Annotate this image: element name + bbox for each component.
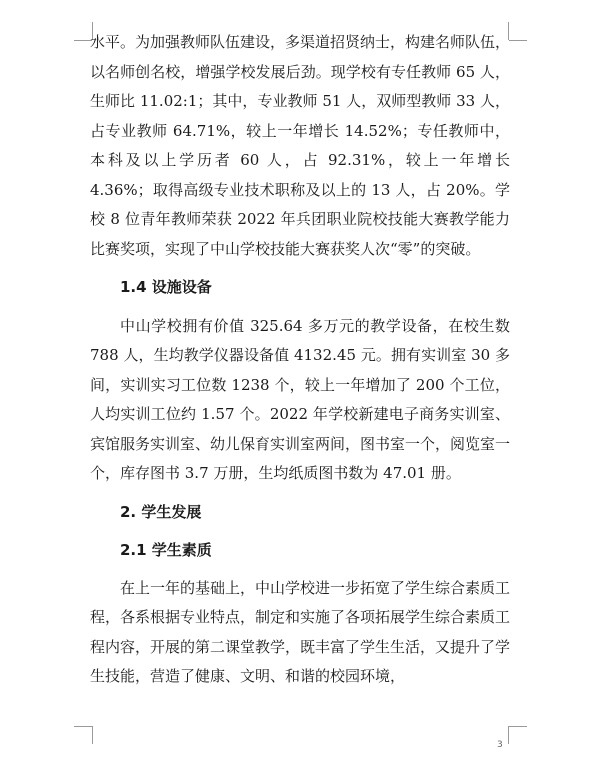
- page-body: [90, 28, 510, 692]
- heading-student-development: 2. 学生发展: [120, 502, 202, 521]
- page-number: 3: [497, 740, 503, 750]
- heading-student-quality: 2.1 学生素质: [120, 541, 212, 559]
- paragraph-facilities: 中山学校拥有价值 325.64 多万元的教学设备，在校生数 788 人，生均教学仪器设备值 4132.45 元。拥有实训室 30 多间，实训实习工位数 1238 个，较上一年增加了 200 个工位，人均实训工位约 1.57 个。2022 年学校新建电子商务实训室、宾馆服务实训室、幼儿保育实训室两间，图书室一个，阅览室一个，库存图书 3.7 万册，生均纸质图书数为 47.01 册。: [90, 316, 511, 482]
- paragraph-student-quality: 在上一年的基础上，中山学校进一步拓宽了学生综合素质工程，各系根据专业特点，制定和实施了各项拓展学生综合素质工程内容，开展的第二课堂教学，既丰富了学生生活，又提升了学生技能，营造了健康、文明、和谐的校园环境，: [90, 578, 511, 685]
- paragraph-teachers: 水平。为加强教师队伍建设，多渠道招贤纳士，构建名师队伍，以名师创名校，增强学校发展后劲。现学校有专任教师 65 人，生师比 11.02:1；其中，专业教师 51 人，双师型教师 33 人，占专业教师 64.71%，较上一年增长 14.52%；专任教师中，本科及以上学历者 60 人，占 92.31%，较上一年增长 4.36%；取得高级专业技术职称及以上的 13 人，占 20%。学校 8 位青年教师荣获 2022 年兵团职业院校技能大赛教学能力比赛奖项，实现了中山学校技能大赛获奖人次“零”的突破。: [90, 33, 511, 258]
- heading-facilities: 1.4 设施设备: [120, 278, 212, 296]
